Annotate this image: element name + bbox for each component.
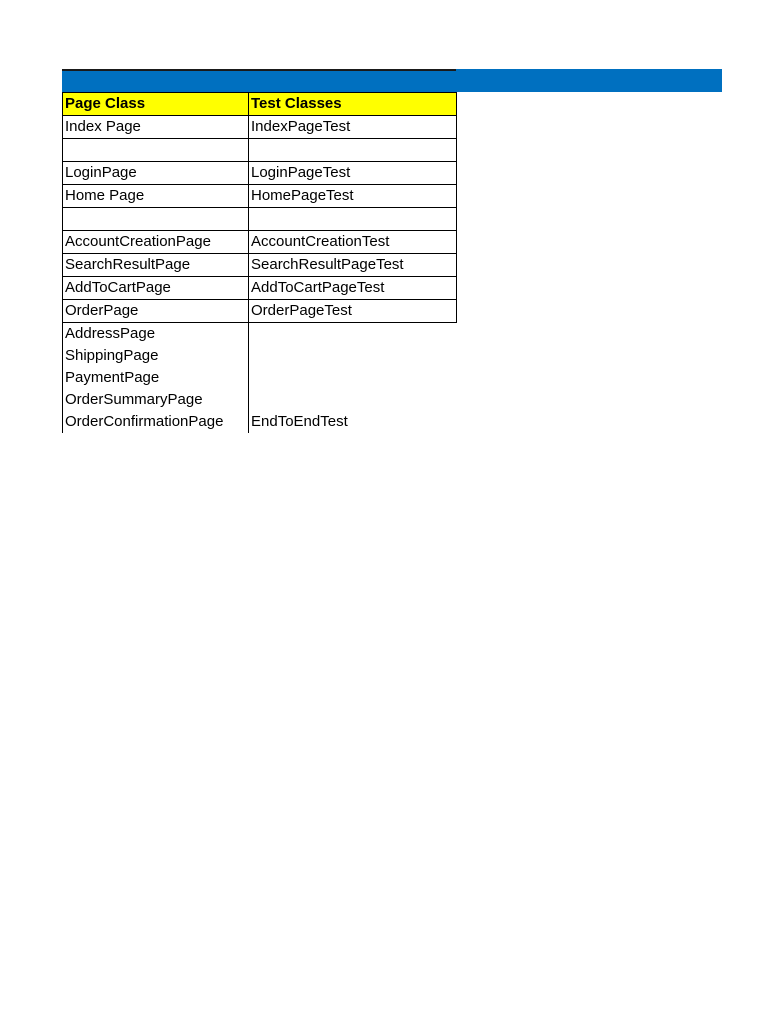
table-row — [63, 116, 457, 139]
table-row — [63, 367, 457, 389]
test-class-cell: LoginPageTest — [249, 162, 457, 185]
page-class-cell: SearchResultPage — [63, 254, 249, 277]
header-page-class: Page Class — [63, 93, 249, 116]
table-row — [63, 389, 457, 411]
table-row — [63, 208, 457, 231]
test-class-cell: OrderPageTest — [249, 300, 457, 323]
page-class-cell — [63, 139, 249, 162]
test-class-cell: IndexPageTest — [249, 116, 457, 139]
test-class-cell — [249, 139, 457, 162]
page-class-cell: AccountCreationPage — [63, 231, 249, 254]
header-banner — [62, 69, 722, 92]
table-row — [63, 185, 457, 208]
table-row — [63, 411, 457, 433]
page-class-cell: ShippingPage — [63, 345, 249, 367]
table-row — [63, 139, 457, 162]
page-class-cell — [63, 208, 249, 231]
test-class-cell: AccountCreationTest — [249, 231, 457, 254]
test-class-cell — [249, 389, 457, 411]
page-class-cell: Index Page — [63, 116, 249, 139]
table-row — [63, 300, 457, 323]
test-class-cell: HomePageTest — [249, 185, 457, 208]
page-class-cell: PaymentPage — [63, 367, 249, 389]
page-class-cell: Home Page — [63, 185, 249, 208]
test-class-cell: EndToEndTest — [249, 411, 457, 433]
test-class-cell: SearchResultPageTest — [249, 254, 457, 277]
page-class-cell: LoginPage — [63, 162, 249, 185]
header-row — [63, 93, 457, 116]
test-class-cell: AddToCartPageTest — [249, 277, 457, 300]
page-class-cell: AddToCartPage — [63, 277, 249, 300]
table-row — [63, 345, 457, 367]
table-row — [63, 323, 457, 346]
table-row — [63, 277, 457, 300]
page-class-cell: OrderConfirmationPage — [63, 411, 249, 433]
page-class-cell: AddressPage — [63, 323, 249, 346]
table-row — [63, 254, 457, 277]
test-class-cell — [249, 208, 457, 231]
page-class-cell: OrderPage — [63, 300, 249, 323]
table-row — [63, 231, 457, 254]
table-row — [63, 162, 457, 185]
test-class-cell — [249, 367, 457, 389]
header-test-classes: Test Classes — [249, 93, 457, 116]
test-class-cell — [249, 323, 457, 346]
page-class-cell: OrderSummaryPage — [63, 389, 249, 411]
test-class-cell — [249, 345, 457, 367]
page-class-table — [62, 92, 457, 433]
banner-top-border — [62, 69, 456, 71]
